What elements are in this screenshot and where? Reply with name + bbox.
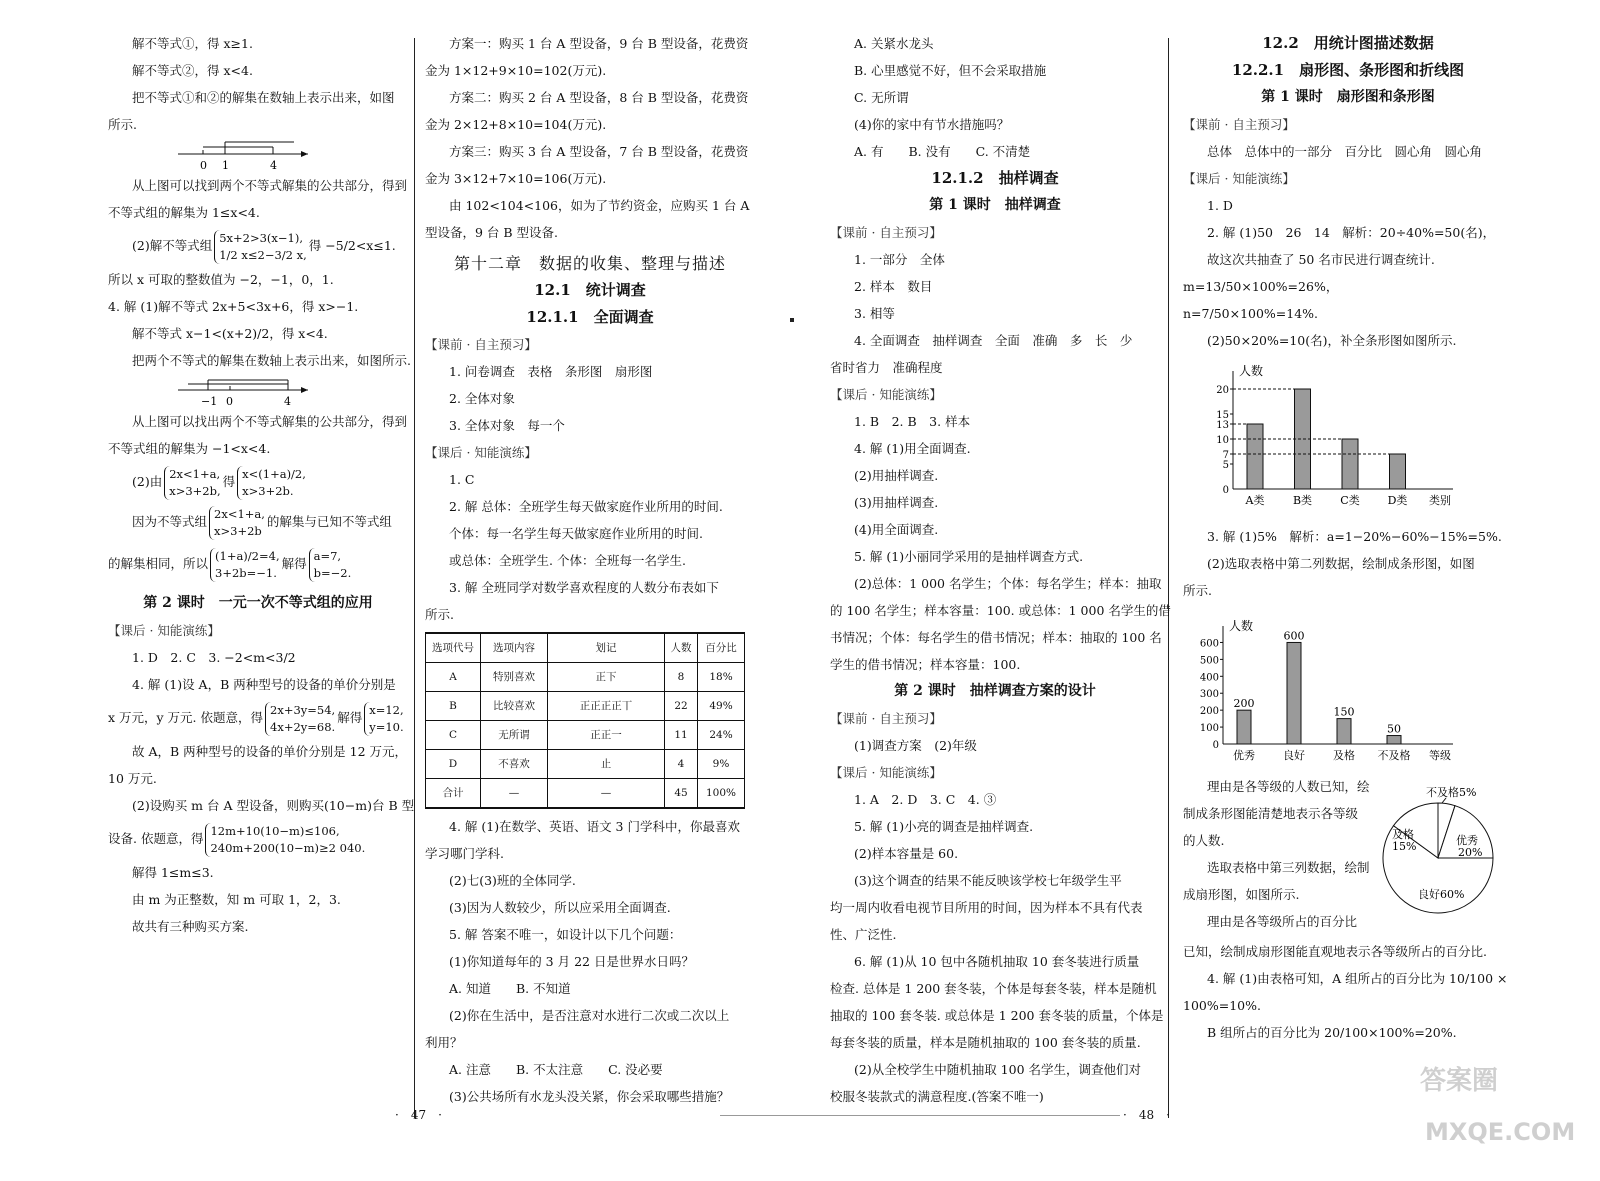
text-line: (2)选取表格中第二列数据，绘制成条形图，如图 — [1207, 556, 1475, 571]
text-line: (3)公共场所有水龙头没关紧，你会采取哪些措施？ — [449, 1089, 730, 1104]
center-mark — [790, 318, 794, 322]
slice-value: 15% — [1392, 840, 1417, 853]
slice-label: 不及格5% — [1426, 786, 1477, 799]
text-line: 1. A 2. D 3. C 4. ③ — [854, 792, 997, 807]
text-line: 100%=10%. — [1183, 998, 1261, 1013]
text-line: 的人数. — [1183, 833, 1225, 848]
text-line: 方案三：购买 3 台 A 型设备，7 台 B 型设备，花费资 — [449, 144, 749, 159]
text-line: (3)这个调查的结果不能反映该学校七年级学生平 — [854, 873, 1122, 888]
text-line: 理由是各等级所占的百分比 — [1207, 914, 1358, 929]
text-line: 检查. 总体是 1 200 套冬装，个体是每套冬装，样本是随机 — [830, 981, 1157, 996]
text-line: 3. 相等 — [854, 306, 895, 321]
text-line: 书情况；个体：每名学生的借书情况；样本：抽取的 100 名 — [830, 630, 1162, 645]
text-line: 金为 2×12+8×10=104(万元). — [425, 117, 607, 132]
watermark-url: MXQE.COM — [1425, 1118, 1576, 1146]
text-line: (2)用抽样调查. — [854, 468, 939, 483]
tick-label: 0 — [200, 159, 207, 172]
table-row: 合计 — — 45 100% — [426, 779, 745, 809]
text-line: 方案一：购买 1 台 A 型设备，9 台 B 型设备，花费资 — [449, 36, 749, 51]
slice-label: 及格 — [1392, 828, 1414, 841]
table-header-cell: 选项代号 — [426, 633, 481, 663]
text-line: 1. D — [1207, 198, 1233, 213]
text-line: A. 关紧水龙头 — [854, 36, 934, 51]
section-tag: 【课后 · 知能演练】 — [108, 623, 220, 638]
text-line: 因为不等式组 2x<1+a, x>3+2b 的解集与已知不等式组 — [132, 506, 392, 538]
text-line: 利用？ — [425, 1035, 463, 1050]
text-line: 由 m 为正整数，知 m 可取 1，2，3. — [132, 892, 341, 907]
text-line: 所以 x 可取的整数值为 −2，−1，0，1. — [108, 272, 334, 287]
text-line: 从上图可以找到两个不等式解集的公共部分，得到 — [132, 178, 408, 193]
tick-label: 0 — [226, 395, 233, 408]
section-tag: 【课后 · 知能演练】 — [830, 387, 942, 402]
text-line: 总体 总体中的一部分 百分比 圆心角 圆心角 — [1207, 144, 1483, 159]
text-line: n=7/50×100%=14%. — [1183, 306, 1319, 321]
text-line: 由 102<104<106，如为了节约资金，应购买 1 台 A — [449, 198, 750, 213]
section-title: 12.1 统计调查 — [534, 281, 646, 299]
text-line: A. 注意 B. 不太注意 C. 没必要 — [449, 1062, 663, 1077]
data-label: 150 — [1333, 705, 1355, 719]
text-line: 10 万元. — [108, 771, 157, 786]
text-line: 的解集相同，所以 (1+a)/2=4, 3+2b=−1. 解得 a=7, b=−2. — [108, 548, 352, 580]
column-4 — [1183, 30, 1513, 1125]
number-line-1 — [108, 138, 408, 172]
y-tick-label: 13 — [1216, 420, 1229, 431]
column-1 — [108, 30, 415, 1125]
text-line: 不等式组的解集为 1≤x<4. — [108, 205, 260, 220]
bar — [1337, 719, 1351, 744]
text-line: 6. 解 (1)从 10 包中各随机抽取 10 套冬装进行质量 — [854, 954, 1140, 969]
x-tick-label: A类 — [1245, 494, 1265, 507]
x-tick-label: C类 — [1340, 494, 1360, 507]
x-axis-label: 类别 — [1429, 494, 1451, 507]
text-line: (2)七(3)班的全体同学. — [449, 873, 576, 888]
y-tick-label: 0 — [1212, 740, 1219, 751]
lesson-heading: 第 1 课时 抽样调查 — [929, 197, 1061, 213]
page-number-right: · 48 · — [1123, 1108, 1170, 1122]
text-line: 省时省力 准确程度 — [830, 360, 943, 375]
text-line: 学习哪门学科. — [425, 846, 504, 861]
text-line: 4. 全面调查 抽样调查 全面 准确 多 长 少 — [854, 333, 1133, 348]
lesson-heading: 第 2 课时 一元一次不等式组的应用 — [143, 595, 373, 611]
x-tick-label: 优秀 — [1233, 749, 1255, 762]
chapter-title: 第十二章 数据的收集、整理与描述 — [453, 254, 726, 273]
tick-label: 4 — [284, 395, 291, 408]
section-tag: 【课后 · 知能演练】 — [830, 765, 942, 780]
pie-block — [1183, 773, 1513, 938]
column-divider — [414, 38, 415, 1118]
y-tick-label: 15 — [1216, 410, 1229, 421]
text-line: (4)你的家中有节水措施吗？ — [854, 117, 1010, 132]
y-tick-label: 20 — [1216, 385, 1229, 396]
table-row: C 无所谓 正正一 11 24% — [426, 721, 745, 750]
y-tick-label: 100 — [1199, 723, 1219, 735]
lesson-heading: 第 1 课时 扇形图和条形图 — [1261, 89, 1435, 105]
text-line: 3. 解 全班同学对数学喜欢程度的人数分布表如下 — [449, 580, 719, 595]
text-line: 1. D 2. C 3. −2<m<3/2 — [132, 650, 296, 665]
tick-label: 1 — [222, 159, 229, 172]
tick-label: −1 — [201, 395, 218, 408]
y-tick-label: 7 — [1222, 450, 1229, 461]
tick-label: 4 — [270, 159, 277, 172]
lesson-heading: 第 2 课时 抽样调查方案的设计 — [894, 683, 1096, 699]
data-label: 600 — [1283, 629, 1305, 643]
text-line: 1. B 2. B 3. 样本 — [854, 414, 971, 429]
data-label: 200 — [1233, 697, 1255, 711]
text-line: 4. 解 (1)在数学、英语、语文 3 门学科中，你最喜欢 — [449, 819, 740, 834]
text-line: 金为 3×12+7×10=106(万元). — [425, 171, 607, 186]
text-line: 成扇形图，如图所示. — [1183, 887, 1300, 902]
table-header-cell: 百分比 — [698, 633, 745, 663]
text-line: 4. 解 (1)由表格可知，A 组所占的百分比为 10/100 × — [1207, 971, 1508, 986]
text-line: 1. C — [449, 472, 475, 487]
section-tag: 【课后 · 知能演练】 — [1183, 171, 1295, 186]
section-title: 12.2 用统计图描述数据 — [1262, 34, 1434, 52]
page-number-left: · 47 · — [395, 1108, 442, 1122]
text-line: 5. 解 答案不唯一，如设计以下几个问题： — [449, 927, 682, 942]
x-tick-label: B类 — [1292, 494, 1313, 507]
subsection-title: 12.1.2 抽样调查 — [931, 169, 1059, 187]
text-line: 设备. 依题意，得 12m+10(10−m)≤106, 240m+200(10−m)≥2 040. — [108, 823, 366, 855]
x-tick-label: D类 — [1387, 494, 1408, 507]
y-tick-label: 500 — [1199, 655, 1219, 667]
slice-label: 优秀 — [1456, 834, 1478, 847]
x-tick-label: 良好 — [1283, 749, 1305, 762]
bar — [1287, 642, 1301, 744]
text-line: 已知，绘制成扇形图能直观地表示各等级所占的百分比. — [1183, 944, 1487, 959]
text-line: 校服冬装款式的满意程度.(答案不唯一) — [830, 1089, 1044, 1104]
text-line: 3. 全体对象 每一个 — [449, 418, 565, 433]
text-line: (2)由 2x<1+a, x>3+2b, 得 x<(1+a)/2, x>3+2b. — [132, 466, 306, 498]
text-line: 学生的借书情况；样本容量：100. — [830, 657, 1021, 672]
text-line: (2)样本容量是 60. — [854, 846, 959, 861]
text-line: (2)从全校学生中随机抽取 100 名学生，调查他们对 — [854, 1062, 1142, 1077]
y-axis-label: 人数 — [1229, 619, 1254, 633]
section-tag: 【课后 · 知能演练】 — [425, 445, 537, 460]
section-tag: 【课前 · 自主预习】 — [830, 711, 942, 726]
text-line: 从上图可以找出两个不等式解集的公共部分，得到 — [132, 414, 408, 429]
text-line: B 组所占的百分比为 20/100×100%=20%. — [1207, 1025, 1457, 1040]
text-line: 不等式组的解集为 −1<x<4. — [108, 441, 271, 456]
text-line: 3. 解 (1)5% 解析：a=1−20%−60%−15%=5%. — [1207, 529, 1502, 544]
text-line: 每套冬装的质量，样本是随机抽取的 100 套冬装的质量. — [830, 1035, 1141, 1050]
bar — [1237, 710, 1251, 744]
text-line: 5. 解 (1)小丽同学采用的是抽样调查方式. — [854, 549, 1084, 564]
text-line: x 万元，y 万元. 依题意，得 2x+3y=54, 4x+2y=68. 解得 x=12, y=10. — [108, 702, 404, 734]
text-line: (2)你在生活中，是否注意对水进行二次或二次以上 — [449, 1008, 730, 1023]
text-line: 抽取的 100 套冬装. 或总体是 1 200 套冬装的质量，个体是 — [830, 1008, 1164, 1023]
text-line: B. 心里感觉不好，但不会采取措施 — [854, 63, 1047, 78]
text-line: 的 100 名学生；样本容量：100. 或总体：1 000 名学生的借 — [830, 603, 1171, 618]
table-row: B 比较喜欢 正正正正丅 22 49% — [426, 692, 745, 721]
text-line: 型设备，9 台 B 型设备. — [425, 225, 559, 240]
number-line-2 — [108, 374, 408, 408]
y-tick-label: 0 — [1222, 485, 1229, 496]
section-tag: 【课前 · 自主预习】 — [1183, 117, 1295, 132]
tally-table — [425, 632, 745, 809]
text-line: (4)用全面调查. — [854, 522, 939, 537]
text-line: m=13/50×100%=26%， — [1183, 279, 1339, 294]
text-line: 2. 解 总体：全班学生每天做家庭作业所用的时间. — [449, 499, 723, 514]
y-tick-label: 300 — [1199, 689, 1219, 701]
text-line: 方案二：购买 2 台 A 型设备，8 台 B 型设备，花费资 — [449, 90, 749, 105]
text-line: 个体：每一名学生每天做家庭作业所用的时间. — [449, 526, 703, 541]
table-header-cell: 人数 — [665, 633, 698, 663]
y-axis-label: 人数 — [1239, 364, 1264, 378]
x-tick-label: 及格 — [1333, 749, 1355, 762]
y-tick-label: 600 — [1199, 638, 1219, 650]
slice-value: 20% — [1458, 846, 1483, 859]
column-3 — [830, 30, 1171, 1125]
text-line: 理由是各等级的人数已知，绘 — [1207, 779, 1370, 794]
text-line: 2. 样本 数目 — [854, 279, 933, 294]
text-line: 2. 解 (1)50 26 14 解析：20÷40%=50(名)， — [1207, 225, 1496, 240]
text-line: 把两个不等式的解集在数轴上表示出来，如图所示. — [132, 353, 411, 368]
column-2 — [425, 30, 755, 1125]
text-line: 2. 全体对象 — [449, 391, 515, 406]
y-tick-label: 5 — [1222, 460, 1229, 471]
column-divider — [1168, 38, 1169, 1118]
text-line: A. 有 B. 没有 C. 不清楚 — [854, 144, 1031, 159]
bar — [1390, 454, 1406, 489]
data-label: 50 — [1387, 722, 1401, 736]
subsection-title: 12.1.1 全面调查 — [526, 308, 654, 326]
text-line: 所示. — [425, 607, 454, 622]
text-line: 4. 解 (1)设 A，B 两种型号的设备的单价分别是 — [132, 677, 396, 692]
section-tag: 【课前 · 自主预习】 — [425, 337, 537, 352]
bar — [1342, 439, 1358, 489]
text-line: 解得 1≤m≤3. — [132, 865, 214, 880]
text-line: (3)因为人数较少，所以应采用全面调查. — [449, 900, 671, 915]
text-line: (2)50×20%=10(名)，补全条形图如图所示. — [1207, 333, 1457, 348]
text-line: 5. 解 (1)小亮的调查是抽样调查. — [854, 819, 1034, 834]
text-line: C. 无所谓 — [854, 90, 909, 105]
x-tick-label: 不及格 — [1377, 749, 1411, 762]
y-tick-label: 400 — [1199, 672, 1219, 684]
text-line: 故共有三种购买方案. — [132, 919, 249, 934]
text-line: 制成条形图能清楚地表示各等级 — [1183, 806, 1359, 821]
text-line: 把不等式①和②的解集在数轴上表示出来，如图 — [132, 90, 395, 105]
text-line: 解不等式 x−1<(x+2)/2，得 x<4. — [132, 326, 328, 341]
text-line: 所示. — [108, 117, 137, 132]
text-line: 4. 解 (1)用全面调查. — [854, 441, 971, 456]
text-line: (2)总体：1 000 名学生；个体：每名学生；样本：抽取 — [854, 576, 1162, 591]
text-line: 性、广泛性. — [830, 927, 897, 942]
text-line: 故 A，B 两种型号的设备的单价分别是 12 万元， — [132, 744, 408, 759]
pie-chart-grades — [1368, 763, 1508, 923]
table-row: D 不喜欢 止 4 9% — [426, 750, 745, 779]
y-tick-label: 10 — [1216, 435, 1229, 446]
table-header-cell: 划记 — [548, 633, 665, 663]
text-line: 解不等式①，得 x≥1. — [132, 36, 253, 51]
text-line: 或总体：全班学生. 个体：全班每一名学生. — [449, 553, 686, 568]
watermark-logo: 答案圈 — [1420, 1066, 1499, 1096]
text-line: 故这次共抽查了 50 名市民进行调查统计. — [1207, 252, 1435, 267]
text-line: 选取表格中第三列数据，绘制 — [1207, 860, 1370, 875]
text-line: 所示. — [1183, 583, 1212, 598]
text-line: 1. 一部分 全体 — [854, 252, 945, 267]
x-axis-label: 等级 — [1429, 749, 1451, 762]
y-tick-label: 200 — [1199, 706, 1219, 718]
section-tag: 【课前 · 自主预习】 — [830, 225, 942, 240]
slice-label: 良好60% — [1418, 888, 1465, 901]
table-header-cell: 选项内容 — [481, 633, 548, 663]
subsection-title: 12.2.1 扇形图、条形图和折线图 — [1231, 61, 1465, 79]
table-header-row — [426, 633, 745, 663]
text-line: 均一周内收看电视节目所用的时间，因为样本不具有代表 — [830, 900, 1143, 915]
bar-chart-grades — [1183, 604, 1503, 764]
text-line: 1. 问卷调查 表格 条形图 扇形图 — [449, 364, 653, 379]
bar — [1387, 736, 1401, 744]
text-line: (3)用抽样调查. — [854, 495, 939, 510]
bar — [1247, 424, 1263, 489]
text-line: (1)调查方案 (2)年级 — [854, 738, 977, 753]
bar-chart-categories — [1183, 354, 1503, 514]
footer-rule — [720, 1115, 1120, 1116]
text-line: 金为 1×12+9×10=102(万元). — [425, 63, 607, 78]
text-line: A. 知道 B. 不知道 — [449, 981, 571, 996]
table-row: A 特别喜欢 正下 8 18% — [426, 663, 745, 692]
text-line: 4. 解 (1)解不等式 2x+5<3x+6，得 x>−1. — [108, 299, 359, 314]
text-line: 解不等式②，得 x<4. — [132, 63, 253, 78]
text-line: (2)设购买 m 台 A 型设备，则购买(10−m)台 B 型 — [132, 798, 415, 813]
text-line: (2)解不等式组 5x+2>3(x−1), 1/2 x≤2−3/2 x, 得 −5/2<x≤1. — [132, 230, 396, 262]
text-line: (1)你知道每年的 3 月 22 日是世界水日吗？ — [449, 954, 694, 969]
